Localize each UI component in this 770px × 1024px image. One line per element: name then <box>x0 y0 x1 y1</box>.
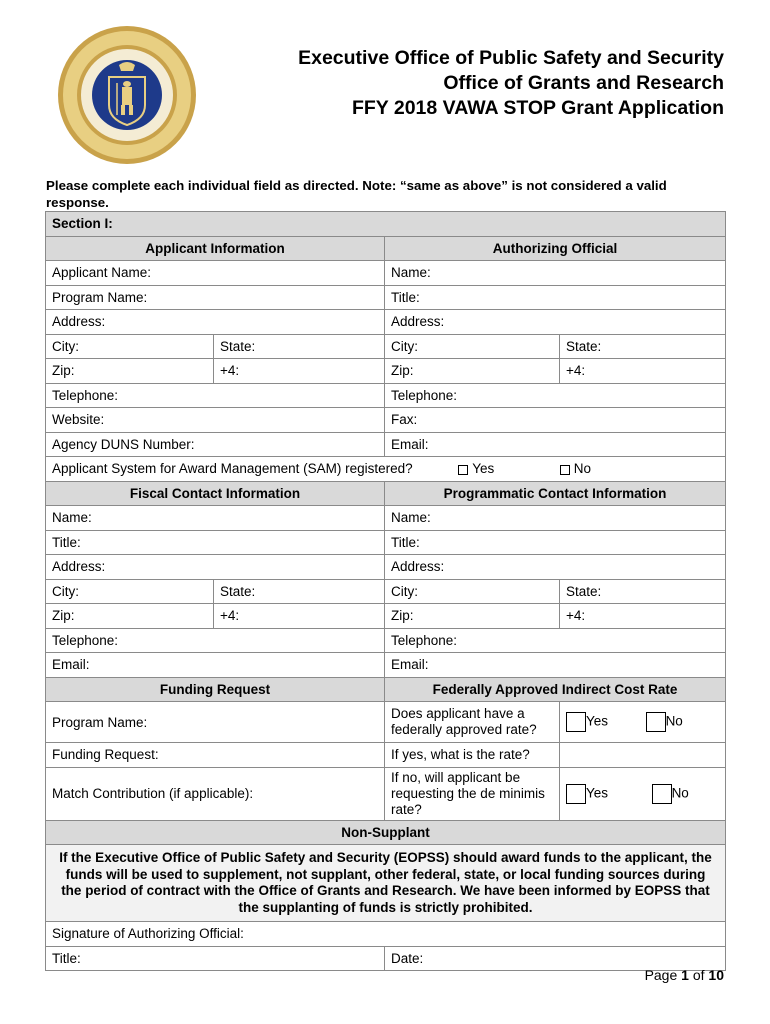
deminimis-yes-checkbox[interactable] <box>566 784 586 804</box>
non-supplant-header: Non-Supplant <box>46 820 726 845</box>
deminimis-options <box>560 767 726 820</box>
checkbox-icon[interactable] <box>560 465 570 475</box>
duns-number-field[interactable]: Agency DUNS Number: <box>46 432 385 457</box>
prog-name-field[interactable]: Name: <box>385 506 726 531</box>
deminimis-no-checkbox[interactable] <box>652 784 672 804</box>
fiscal-name-field[interactable]: Name: <box>46 506 385 531</box>
applicant-address-field[interactable]: Address: <box>46 310 385 335</box>
programmatic-contact-header: Programmatic Contact Information <box>385 481 726 506</box>
applicant-zip-field[interactable]: Zip: <box>46 359 214 384</box>
fiscal-zip-field[interactable]: Zip: <box>46 604 214 629</box>
applicant-plus4-field[interactable]: +4: <box>214 359 385 384</box>
prog-email-field[interactable]: Email: <box>385 653 726 678</box>
federal-rate-question: Does applicant have a federally approved rate? <box>385 702 560 743</box>
prog-address-field[interactable]: Address: <box>385 555 726 580</box>
auth-title-field[interactable]: Title: <box>385 285 726 310</box>
title-line-3: FFY 2018 VAWA STOP Grant Application <box>351 97 724 119</box>
applicant-name-field[interactable]: Applicant Name: <box>46 261 385 286</box>
section-title: Section I: <box>46 212 726 237</box>
fiscal-contact-header: Fiscal Contact Information <box>46 481 385 506</box>
rate-question: If yes, what is the rate? <box>385 743 560 768</box>
yes-label: Yes <box>586 713 609 729</box>
auth-telephone-field[interactable]: Telephone: <box>385 383 726 408</box>
funding-request-header: Funding Request <box>46 677 385 702</box>
checkbox-icon[interactable] <box>458 465 468 475</box>
fiscal-telephone-field[interactable]: Telephone: <box>46 628 385 653</box>
auth-state-field[interactable]: State: <box>560 334 726 359</box>
indirect-cost-header: Federally Approved Indirect Cost Rate <box>385 677 726 702</box>
applicant-info-header: Applicant Information <box>46 236 385 261</box>
sam-question: Applicant System for Award Management (SAM) registered? <box>52 461 413 477</box>
auth-zip-field[interactable]: Zip: <box>385 359 560 384</box>
sam-yes-option[interactable]: Yes <box>458 461 494 476</box>
auth-address-field[interactable]: Address: <box>385 310 726 335</box>
fiscal-city-field[interactable]: City: <box>46 579 214 604</box>
prog-state-field[interactable]: State: <box>560 579 726 604</box>
match-contribution-field[interactable]: Match Contribution (if applicable): <box>46 767 385 820</box>
date-field[interactable]: Date: <box>385 946 726 971</box>
program-name-field[interactable]: Program Name: <box>46 285 385 310</box>
yes-label: Yes <box>586 785 609 801</box>
no-label: No <box>665 713 683 729</box>
prog-telephone-field[interactable]: Telephone: <box>385 628 726 653</box>
no-label: No <box>671 785 689 801</box>
fiscal-plus4-field[interactable]: +4: <box>214 604 385 629</box>
applicant-telephone-field[interactable]: Telephone: <box>46 383 385 408</box>
fiscal-state-field[interactable]: State: <box>214 579 385 604</box>
auth-fax-field[interactable]: Fax: <box>385 408 726 433</box>
fiscal-title-field[interactable]: Title: <box>46 530 385 555</box>
commonwealth-seal-icon <box>57 25 197 165</box>
title-line-1: Executive Office of Public Safety and Security <box>298 47 724 69</box>
deminimis-question: If no, will applicant be requesting the de minimis rate? <box>385 767 560 820</box>
auth-email-field[interactable]: Email: <box>385 432 726 457</box>
rate-value-field[interactable] <box>560 743 726 768</box>
applicant-city-field[interactable]: City: <box>46 334 214 359</box>
authorizing-official-header: Authorizing Official <box>385 236 726 261</box>
prog-title-field[interactable]: Title: <box>385 530 726 555</box>
fiscal-address-field[interactable]: Address: <box>46 555 385 580</box>
funding-program-name-field[interactable]: Program Name: <box>46 702 385 743</box>
page-number: Page 1 of 10 <box>644 967 724 983</box>
auth-city-field[interactable]: City: <box>385 334 560 359</box>
auth-name-field[interactable]: Name: <box>385 261 726 286</box>
instruction-note: Please complete each individual field as directed. Note: “same as above” is not considered a valid response. <box>46 178 667 210</box>
fed-rate-no-checkbox[interactable] <box>646 712 666 732</box>
title-line-2: Office of Grants and Research <box>443 72 724 94</box>
auth-plus4-field[interactable]: +4: <box>560 359 726 384</box>
non-supplant-statement: If the Executive Office of Public Safety and Security (EOPSS) should award funds to the applicant, the funds will be used to supplement, not supplant, other federal, state, or local funding sources during the period of contract with the Office of Grants and Research. We have been informed by EOPSS that the supplanting of funds is strictly prohibited. <box>46 845 726 922</box>
applicant-website-field[interactable]: Website: <box>46 408 385 433</box>
signer-title-field[interactable]: Title: <box>46 946 385 971</box>
document-title <box>298 46 724 121</box>
prog-city-field[interactable]: City: <box>385 579 560 604</box>
fiscal-email-field[interactable]: Email: <box>46 653 385 678</box>
funding-request-field[interactable]: Funding Request: <box>46 743 385 768</box>
federal-rate-options <box>560 702 726 743</box>
applicant-state-field[interactable]: State: <box>214 334 385 359</box>
signature-field[interactable]: Signature of Authorizing Official: <box>46 922 726 947</box>
fed-rate-yes-checkbox[interactable] <box>566 712 586 732</box>
prog-plus4-field[interactable]: +4: <box>560 604 726 629</box>
sam-no-option[interactable]: No <box>560 461 591 476</box>
application-form-table <box>45 211 726 971</box>
sam-registration-row <box>46 457 726 482</box>
prog-zip-field[interactable]: Zip: <box>385 604 560 629</box>
